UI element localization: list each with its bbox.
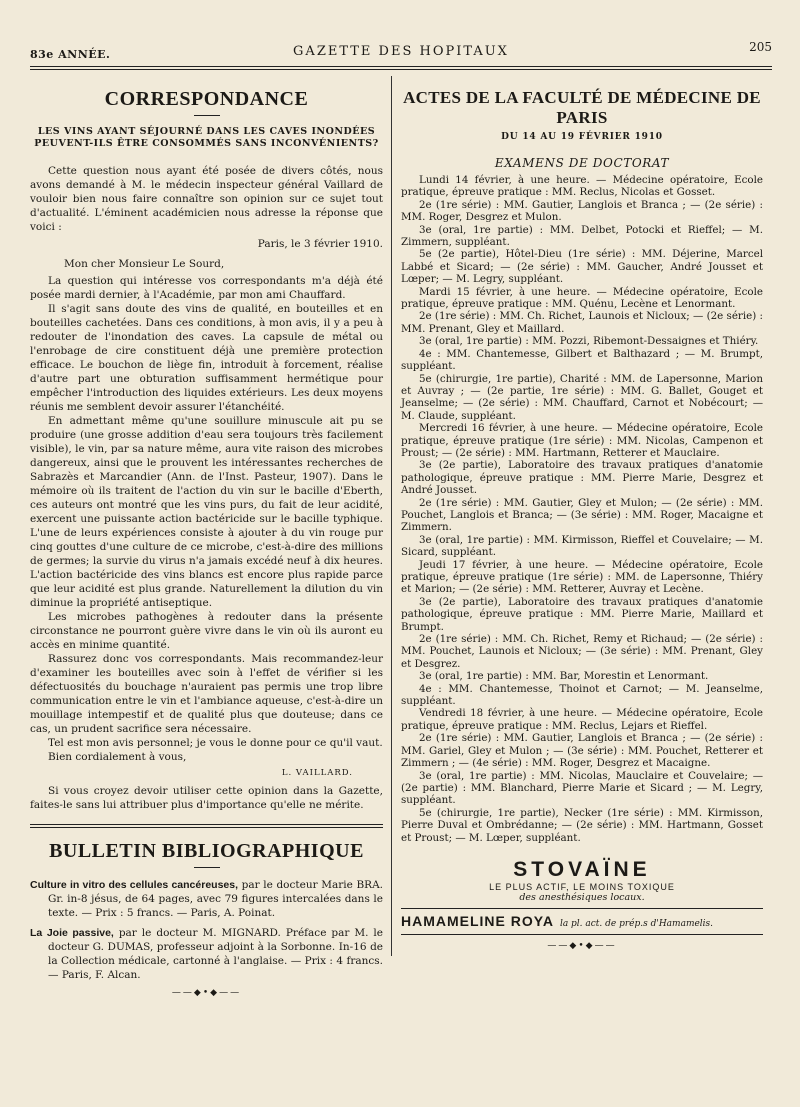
biblio-list: [30, 878, 383, 982]
biblio-title: BULLETIN BIBLIOGRAPHIQUE: [49, 840, 364, 862]
ad-tagline: LE PLUS ACTIF, LE MOINS TOXIQUE: [489, 881, 675, 892]
header-rule-thin: [30, 69, 772, 70]
exam-entry: 3e (oral, 1re partie) : MM. Kirmisson, Rieffel et Couvelaire; — M. Sicard, suppléant.: [401, 533, 763, 559]
exam-entry: Lundi 14 février, à une heure. — Médecine opératoire, Ecole pratique, épreuve pratique : MM. Reclus, Nicolas et Gosset.: [401, 174, 763, 199]
exam-entry: 2e (1re série) : MM. Ch. Richet, Remy et Richaud; — (2e série) : MM. Pouchet, Launois et Nicloux; — (3e série) : MM. Prenant, Gley et Desgrez.: [401, 633, 763, 670]
right-column: [391, 76, 763, 998]
book-title: La Joie passive,: [30, 927, 114, 939]
ad-rule: [401, 934, 763, 935]
exam-entry: 5e (2e partie), Hôtel-Dieu (1re série) : MM. Déjerine, Marcel Labbé et Sicard; — (2e série) : MM. Gaucher, André Jousset et Lœper; — M. Legry, suppléant.: [401, 248, 763, 286]
exam-entry: 4e : MM. Chantemesse, Thoinot et Carnot; — M. Jeanselme, suppléant.: [401, 682, 763, 708]
letter-paragraph: Il s'agit sans doute des vins de qualité, en bouteilles et en bouteilles cachetées. Dans ces conditions, à mon avis, il y a peu à redouter de l'inondation des caves. La capsule de métal ou l'enrobage de cire constituent déjà une première protection efficace. Le bouchon de liège fin, introduit à forcement, réalise d'autre part une obturation suffisamment hermétique pour empêcher l'introduction des liquides extérieurs. Les deux moyens réunis me semblent devoir assurer l'étanchéité.: [30, 303, 383, 413]
page-number: 205: [749, 40, 772, 54]
newspaper-page: [30, 38, 772, 998]
hamameline-ad: [401, 913, 763, 929]
date-range: DU 14 AU 19 FÉVRIER 1910: [501, 132, 663, 142]
exam-entry: 3e (oral, 1re partie) : MM. Pozzi, Ribemont-Dessaignes et Thiéry.: [419, 335, 759, 348]
title-rule: [194, 115, 220, 116]
exam-entry: 5e (chirurgie, 1re partie), Necker (1re série) : MM. Kirmisson, Pierre Duval et Ombrédanne; — (2e série) : MM. Hartmann, Gosset et Proust; — M. Lœper, suppléant.: [401, 806, 763, 844]
biblio-entry: [30, 878, 383, 920]
article-subtitle: LES VINS AYANT SÉJOURNÉ DANS LES CAVES INONDÉES PEUVENT-ILS ÊTRE CONSOMMÉS SANS INCONVÉNIENTS?: [34, 126, 379, 149]
signature: L. VAILLARD.: [281, 768, 353, 778]
exam-entry: 3e (2e partie), Laboratoire des travaux pratiques d'anatomie pathologique, épreuve pratique : MM. Pierre Marie, Desgrez et André Jousset.: [401, 459, 763, 497]
correspondance-title: CORRESPONDANCE: [104, 88, 309, 110]
closing-note: Si vous croyez devoir utiliser cette opinion dans la Gazette, faites-le sans lui attribuer plus d'importance qu'elle ne mérite.: [30, 785, 383, 811]
ad-rule: [401, 908, 763, 909]
book-title: Culture in vitro des cellules cancéreuses,: [30, 879, 239, 891]
exam-entry: Mardi 15 février, à une heure. — Médecine opératoire, Ecole pratique, épreuve pratique : MM. Quénu, Lecène et Lenormant.: [401, 285, 763, 311]
exam-entry: 3e (oral, 1re partie) : MM. Delbet, Potocki et Rieffel; — M. Zimmern, suppléant.: [401, 223, 763, 249]
ad-brand: HAMAMELINE ROYA: [401, 912, 554, 929]
exam-entry: Vendredi 18 février, à une heure. — Médecine opératoire, Ecole pratique, épreuve pratique : MM. Reclus, Lejars et Rieffel.: [401, 707, 763, 732]
header-rule: [30, 66, 772, 67]
ornament-icon: ——◆•◆——: [171, 988, 242, 998]
left-column: [30, 76, 391, 998]
exam-entry: 2e (1re série) : MM. Ch. Richet, Launois et Nicloux; — (2e série) : MM. Prenant, Gley et Maillard.: [401, 310, 763, 335]
intro-paragraph: Cette question nous ayant été posée de divers côtés, nous avons demandé à M. le médecin inspecteur général Vaillard de vouloir bien nous faire connaître son opinion sur ce sujet tout d'actualité. L'éminent académicien nous adresse la réponse que voici :: [30, 165, 383, 233]
place-date: Paris, le 3 février 1910.: [257, 238, 383, 250]
exam-entry: 3e (2e partie), Laboratoire des travaux pratiques d'anatomie pathologique, épreuve pratique : MM. Pierre Marie, Maillard et Brumpt.: [401, 595, 763, 633]
letter-paragraph: Les microbes pathogènes à redouter dans la présente circonstance ne pourront guère vivre dans le vin où ils auront eu accès en minime quantité.: [30, 611, 383, 651]
letter-paragraph: Tel est mon avis personnel; je vous le donne pour ce qu'il vaut.: [48, 737, 383, 749]
exam-entry: 3e (oral, 1re partie) : MM. Nicolas, Mauclaire et Couvelaire; — (2e partie) : MM. Blanchard, Pierre Marie et Sicard ; — M. Legry, suppléant.: [401, 769, 763, 807]
book-details: par le docteur M. MIGNARD. Préface par M. le docteur G. DUMAS, professeur adjoint à la Sorbonne. In-16 de la Collection médicale, cartonné à l'anglaise. — Prix : 4 francs. — Paris, F. Alcan.: [48, 927, 384, 981]
exam-entry: 4e : MM. Chantemesse, Gilbert et Balthazard ; — M. Brumpt, suppléant.: [401, 347, 763, 373]
exam-entry: 3e (oral, 1re partie) : MM. Bar, Morestin et Lenormant.: [419, 670, 709, 683]
ornament-icon: ——◆•◆——: [547, 940, 617, 951]
columns: [30, 76, 772, 998]
title-rule: [194, 867, 220, 868]
section-divider: [30, 824, 383, 828]
biblio-entry: [30, 926, 383, 982]
letter-paragraph: Bien cordialement à vous,: [48, 751, 187, 763]
exam-header: EXAMENS DE DOCTORAT: [494, 156, 670, 170]
exam-entry: Mercredi 16 février, à une heure. — Médecine opératoire, Ecole pratique, épreuve pratique (1re série) : MM. Nicolas, Campenon et Proust; — (2e série) : MM. Hartmann, Retterer et Mauclaire.: [401, 422, 763, 459]
journal-title: GAZETTE DES HOPITAUX: [293, 44, 509, 59]
letter-paragraph: En admettant même qu'une souillure minuscule ait pu se produire (une grosse addition d'eau sera toujours très facilement visible), le vin, par sa nature même, aura vite raison des microbes dangereux, ainsi que le prouvent les intéressantes recherches de Sabrazès et Marcandier (Ann. de l'Inst. Pasteur, 1907). Dans le mémoire où ils traitent de l'action du vin sur le bacille d'Eberth, ces auteurs ont montré que les vins purs, du fait de leur acidité, exercent une puissante action bactéricide sur le bacille typhique. L'une de leurs expériences consiste à ajouter à du vin rouge pur cinq gouttes d'une culture de ce microbe, c'est-à-dire des millions de germes; la survie du virus n'a jamais excédé neuf à dix heures. L'action bactéricide des vins blancs est encore plus rapide parce que leur acidité est plus grande. Naturellement la dilution du vin diminue la propriété antiseptique.: [30, 415, 383, 609]
exam-entry: 5e (chirurgie, 1re partie), Charité : MM. de Lapersonne, Marion et Auvray ; — (2e partie, 1re série) : MM. G. Ballet, Gouget et Jeanselme; — (2e série) : MM. Chauffard, Carnot et Nobécourt; — M. Claude, suppléant.: [401, 372, 763, 422]
faculty-title: ACTES DE LA FACULTÉ DE MÉDECINE DE PARIS: [403, 88, 761, 127]
running-head: [30, 38, 772, 64]
book-details: par le docteur Marie BRA. Gr. in-8 jésus, de 64 pages, avec 79 figures intercalées dans le texte. — Prix : 5 francs. — Paris, A. Poinat.: [48, 879, 383, 919]
letter-paragraph: Rassurez donc vos correspondants. Mais recommandez-leur d'examiner les bouteilles avec soin à l'effet de vérifier si les défectuosités du bouchage n'auraient pas permis une trop libre communication entre le vin et l'ambiance aqueuse, c'est-à-dire un mouillage intempestif et de qualité plus que douteuse; dans ce cas, un prudent sacrifice sera nécessaire.: [30, 653, 383, 735]
ad-subline: des anesthésiques locaux.: [519, 891, 645, 903]
letter-paragraph: La question qui intéresse vos correspondants m'a déjà été posée mardi dernier, à l'Académie, par mon ami Chauffard.: [30, 275, 383, 301]
exam-entry: Jeudi 17 février, à une heure. — Médecine opératoire, Ecole pratique, épreuve pratique (1re série) : MM. de Lapersonne, Thiéry et Marion; — (2e série) : MM. Retterer, Auvray et Lecène.: [401, 558, 763, 596]
column-divider: [391, 76, 392, 956]
exam-entry: 2e (1re série) : MM. Gautier, Langlois et Branca ; — (2e série) : MM. Roger, Desgrez et Mulon.: [401, 198, 763, 224]
letter-greeting: Mon cher Monsieur Le Sourd,: [64, 258, 225, 270]
exam-entry: 2e (1re série) : MM. Gautier, Langlois et Branca ; — (2e série) : MM. Gariel, Gley et Mulon ; — (3e série) : MM. Pouchet, Retterer et Zimmern ; — (4e série) : MM. Roger, Desgrez et Macaigne.: [401, 732, 763, 770]
ad-brand: STOVAÏNE: [513, 857, 651, 881]
issue-label: 83e ANNÉE.: [30, 48, 111, 61]
ad-note: la pl. act. de prép.s d'Hamamelis.: [559, 918, 714, 929]
exam-entry: 2e (1re série) : MM. Gautier, Gley et Mulon; — (2e série) : MM. Pouchet, Langlois et Branca; — (3e série) : MM. Roger, Macaigne et Zimmern.: [401, 496, 763, 534]
stovaine-ad: [401, 858, 763, 903]
